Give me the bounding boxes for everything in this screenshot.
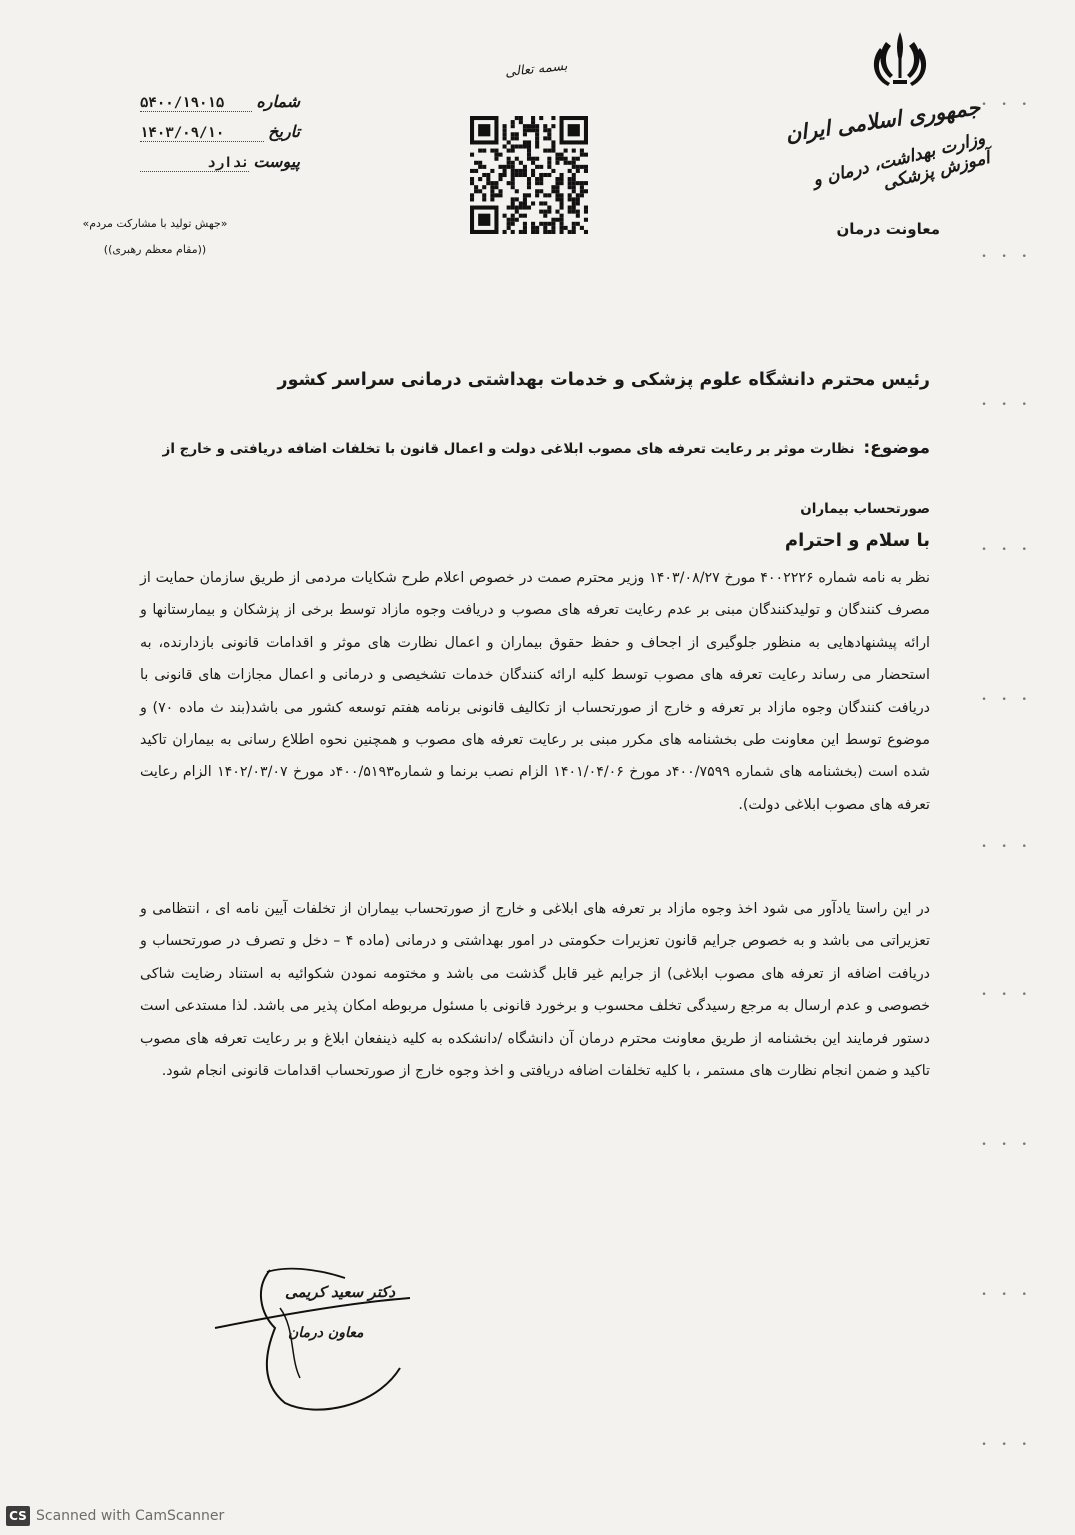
qr-code-icon xyxy=(470,116,588,234)
scanner-watermark: Scanned with CamScanner xyxy=(36,1508,225,1524)
attachment-value: ندارد xyxy=(140,155,249,172)
margin-dots: • • • xyxy=(981,842,1033,852)
subject-text: نظارت موثر بر رعایت تعرفه های مصوب ابلاغی دولت و اعمال قانون با تخلفات اضافه دریافتی و خارج از صورتحساب بیماران xyxy=(162,441,930,517)
number-label: شماره xyxy=(256,92,300,111)
signatory-title: معاون درمان xyxy=(288,1325,364,1341)
greeting: با سلام و احترام xyxy=(784,530,930,551)
margin-dots: • • • xyxy=(981,400,1033,410)
margin-dots: • • • xyxy=(981,1140,1033,1150)
number-value: ۵۴۰۰/۱۹۰۱۵ xyxy=(140,95,252,112)
margin-dots: • • • xyxy=(981,100,1033,110)
body-paragraph-1: نظر به نامه شماره ۴۰۰۲۲۲۶ مورخ ۱۴۰۳/۰۸/۲۷ وزیر محترم صمت در خصوص اعلام طرح شکایات مردمی از طریق سازمان حمایت از مصرف کنندگان و تولیدکنندگان مبنی بر عدم رعایت تعرفه های مصوب و دریافت وجوه مازاد توسط برخی از پزشکان و بیمارستانها و ارائه پیشنهادهایی به منظور جلوگیری از اجحاف و حفظ حقوق بیماران و اعمال نظارت های موثر و اقدامات قانونی بازدارنده، به استحضار می رساند رعایت تعرفه های مصوب توسط کلیه ارائه کنندگان خدمات تشخیصی و درمانی و اعمال مجازات های قانونی با دریافت کنندگان وجوه مازاد بر تعرفه و خارج از صورتحساب از تکالیف قانونی برنامه هفتم توسعه کشور می باشد(بند ث ماده ۷۰) و موضوع توسط این معاونت طی بخشنامه های مکرر مبنی بر رعایت تعرفه های مصوب و همچنین نحوه اطلاع رسانی به بیماران تاکید شده است (بخشنامه های شماره ۴۰۰/۷۵۹۹د مورخ ۱۴۰۱/۰۴/۰۶ الزام نصب برنما و شماره۴۰۰/۵۱۹۳د مورخ ۱۴۰۲/۰۳/۰۷ الزام رعایت تعرفه های مصوب ابلاغی دولت). xyxy=(140,570,930,813)
date-value: ۱۴۰۳/۰۹/۱۰ xyxy=(140,125,264,142)
margin-dots: • • • xyxy=(981,545,1033,555)
letter-number-row xyxy=(140,92,300,112)
department-name: معاونت درمان xyxy=(836,220,940,238)
margin-dots: • • • xyxy=(981,695,1033,705)
motto-attribution: ((مقام معظم رهبری)) xyxy=(103,243,207,256)
margin-dots: • • • xyxy=(981,990,1033,1000)
date-label: تاریخ xyxy=(268,122,300,141)
motto-line: «جهش تولید با مشارکت مردم» xyxy=(82,217,228,230)
letter-attachment-row xyxy=(140,152,300,172)
addressee: رئیس محترم دانشگاه علوم پزشکی و خدمات بهداشتی درمانی سراسر کشور xyxy=(277,370,930,390)
iran-emblem-icon xyxy=(860,28,940,98)
country-title: جمهوری اسلامی ایران xyxy=(784,94,982,147)
attachment-label: پیوست xyxy=(253,152,300,171)
ministry-title: وزارت بهداشت، درمان و آموزش پزشکی xyxy=(810,128,992,194)
signatory-name: دکتر سعید کریمی xyxy=(285,1283,396,1301)
margin-dots: • • • xyxy=(981,252,1033,262)
subject-label: موضوع: xyxy=(863,438,930,458)
basmala: بسمه تعالی xyxy=(504,58,569,81)
margin-dots: • • • xyxy=(981,1290,1033,1300)
body-paragraph-2: در این راستا یادآور می شود اخذ وجوه مازاد بر تعرفه های ابلاغی و خارج از صورتحساب بیماران از تخلفات آیین نامه ای ، انتظامی و تعزیراتی می باشد و به خصوص جرایم قانون تعزیرات حکومتی در امور بهداشتی و درمانی (ماده ۴ – دخل و تصرف در صورتحساب و دریافت اضافه از تعرفه های مصوب ابلاغی) از جرایم غیر قابل گذشت می باشد و مختومه نمودن شکوائیه به استناد رضایت شاکی خصوصی و عدم ارسال به مرجع رسیدگی تخلف محسوب و برخورد قانونی با مسئول مربوطه امکان پذیر می باشد. لذا مستدعی است دستور فرمایند این بخشنامه از طریق معاونت محترم درمان آن دانشگاه /دانشکده به کلیه ذینفعان ابلاغ و بر رعایت تعرفه های مصوب تاکید و ضمن انجام نظارت های مستمر ، با کلیه تخلفات اضافه دریافتی و اخذ وجوه خارج از صورتحساب اقدامات قانونی انجام شود. xyxy=(140,901,930,1080)
letter-date-row xyxy=(140,122,300,142)
camscanner-logo-icon: CS xyxy=(6,1506,30,1526)
margin-dots: • • • xyxy=(981,1440,1033,1450)
subject-line xyxy=(140,418,930,539)
